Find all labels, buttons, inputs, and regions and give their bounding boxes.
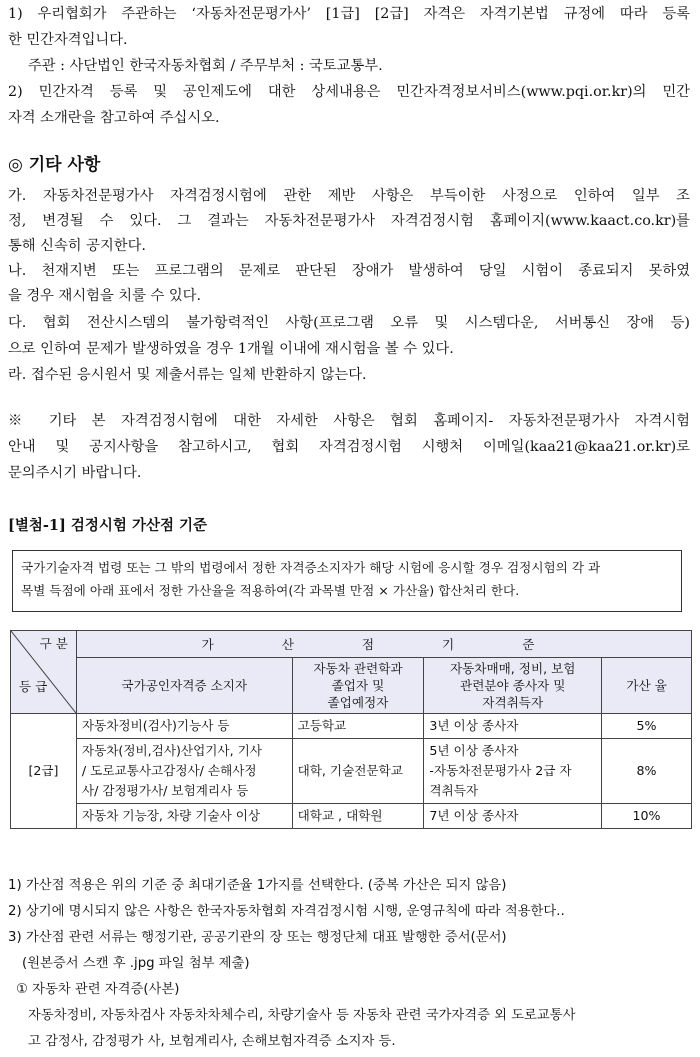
cell-line: 자동차 기능장, 차량 기술사 이상 (81, 808, 261, 823)
table-row (11, 739, 692, 804)
footer-note-2: 2) 상기에 명시되지 않은 사항은 한국자동차협회 자격검정시험 시행, 운영규칙에 따라 적용한다.. (8, 904, 565, 919)
header-col-graduate-line3: 졸업예정자 (327, 695, 389, 710)
cell-rate: 10% (602, 804, 692, 829)
etc-section-title: ◎ 기타 사항 (8, 155, 101, 175)
header-col-worker (424, 658, 602, 714)
cell-line: 3년 이상 종사자 (429, 718, 519, 733)
header-col-rate: 가산 율 (602, 658, 692, 714)
etc-da-line2: 으로 인하여 문제가 발생하였을 경우 1개월 이내에 재시험을 볼 수 있다. (8, 341, 454, 357)
attachment-notice-line2: 목별 득점에 아래 표에서 정한 가산율을 적용하여(각 과목별 만점 × 가산율) 합산처리 한다. (21, 583, 520, 598)
table-row (11, 714, 692, 739)
header-col-graduate-line2: 졸업자 및 (331, 678, 385, 693)
footer-note-3-line2: (원본증서 스캔 후 .jpg 파일 첨부 제출) (22, 956, 250, 971)
intro-p2-line2: 자격 소개란을 참고하여 주십시오. (8, 110, 220, 126)
cell-worker (424, 714, 602, 739)
cell-rate: 5% (602, 714, 692, 739)
table-main-header: 가 산 점 기 준 (76, 631, 691, 658)
attachment-notice-line1: 국가기술자격 법령 또는 그 밖의 법령에서 정한 자격증소지자가 해당 시험에 응시할 경우 검정시험의 각 과 (21, 560, 601, 575)
etc-note-line1: ※ 기타 본 자격검정시험에 대한 자세한 사항은 협회 홈페이지- 자동차전문평가사 자격시험 (8, 413, 690, 429)
header-col-graduate (292, 658, 424, 714)
footer-note-1: 1) 가산점 적용은 위의 기준 중 최대기준율 1가지를 선택한다. (중복 가산은 되지 않음) (8, 878, 507, 893)
intro-p1-line1: 1) 우리협회가 주관하는 ‘자동차전문평가사’ [1급] [2급] 자격은 자격기본법 규정에 따라 등록 (8, 6, 690, 22)
cell-line: 5년 이상 종사자 (429, 743, 519, 758)
header-col-worker-line2: 관련분야 종사자 및 (460, 678, 566, 693)
intro-p2-line1: 2) 민간자격 등록 및 공인제도에 대한 상세내용은 민간자격정보서비스(www.pqi.or.kr)의 민간 (8, 84, 690, 100)
grade-cell: [2급] (11, 714, 77, 829)
cell-line: -자동차전문평가사 2급 자 (429, 763, 572, 778)
cell-line: 대학, 기술전문학교 (297, 763, 403, 778)
cell-worker (424, 804, 602, 829)
corner-bottom-label: 등 급 (19, 679, 48, 694)
etc-note-line3: 문의주시기 바랍니다. (8, 465, 142, 481)
header-col-graduate-line1: 자동차 관련학과 (313, 661, 403, 676)
cell-worker (424, 739, 602, 804)
etc-ga-line2: 정, 변경될 수 있다. 그 결과는 자동차전문평가사 자격검정시험 홈페이지(www.kaact.co.kr)를 (8, 213, 690, 229)
footer-note-3-line1: 3) 가산점 관련 서류는 행정기관, 공공기관의 장 또는 행정단체 대표 발행한 증서(문서) (8, 930, 507, 945)
etc-ga-line1: 가. 자동차전문평가사 자격검정시험에 관한 제반 사항은 부득이한 사정으로 인하여 일부 조 (8, 188, 690, 204)
cell-certificate (76, 714, 292, 739)
header-col-certificate: 국가공인자격증 소지자 (76, 658, 292, 714)
table-corner-cell (11, 631, 77, 714)
cell-graduate (292, 739, 424, 804)
cell-graduate (292, 714, 424, 739)
bonus-rate-table (10, 630, 692, 829)
cell-line: 격취득자 (429, 783, 479, 798)
etc-na-line2: 을 경우 재시험을 치룰 수 있다. (8, 288, 201, 304)
footer-note-5-line1: 자동차정비, 자동차검사 자동차차체수리, 차량기술사 등 자동차 관련 국가자격증 외 도로교통사 (28, 1008, 576, 1023)
etc-note-line2: 안내 및 공지사항을 참고하시고, 협회 자격검정시험 시행처 이메일(kaa21@kaa21.or.kr)로 (8, 439, 690, 455)
footer-note-5-line2: 고 감정사, 감정평가 사, 보험계리사, 손해보험자격증 소지자 등. (28, 1034, 396, 1049)
cell-line: 사/ 감정평가사/ 보험계리사 등 (81, 783, 249, 798)
cell-line: 고등학교 (297, 718, 347, 733)
cell-certificate (76, 739, 292, 804)
header-col-worker-line3: 자격취득자 (482, 695, 544, 710)
etc-na-line1: 나. 천재지변 또는 프로그램의 문제로 판단된 장애가 발생하여 당일 시험이 종료되지 못하였 (8, 263, 690, 279)
etc-da-line1: 다. 협회 전산시스템의 불가항력적인 사항(프로그램 오류 및 시스템다운, 서버통신 장애 등) (8, 315, 690, 331)
cell-line: 자동차(정비,검사)산업기사, 기사 (81, 743, 262, 758)
cell-line: 7년 이상 종사자 (429, 808, 519, 823)
cell-line: / 도로교통사고감정사/ 손해사정 (81, 763, 257, 778)
attachment-title: [별첨-1] 검정시험 가산점 기준 (8, 517, 208, 534)
cell-line: 대학교 , 대학원 (297, 808, 383, 823)
corner-top-label: 구 분 (39, 636, 68, 651)
cell-rate: 8% (602, 739, 692, 804)
footer-note-4: ① 자동차 관련 자격증(사본) (16, 982, 180, 997)
cell-graduate (292, 804, 424, 829)
etc-ra-line1: 라. 접수된 응시원서 및 제출서류는 일체 반환하지 않는다. (8, 367, 367, 383)
header-col-worker-line1: 자동차매매, 정비, 보험 (449, 661, 576, 676)
intro-p1-line3: 주관 : 사단법인 한국자동차협회 / 주무부처 : 국토교통부. (28, 58, 383, 74)
attachment-notice-box (12, 550, 682, 612)
cell-line: 자동차정비(검사)기능사 등 (81, 718, 230, 733)
cell-certificate (76, 804, 292, 829)
table-row (11, 804, 692, 829)
intro-p1-line2: 한 민간자격입니다. (8, 32, 128, 48)
etc-ga-line3: 통해 신속히 공지한다. (8, 238, 146, 254)
